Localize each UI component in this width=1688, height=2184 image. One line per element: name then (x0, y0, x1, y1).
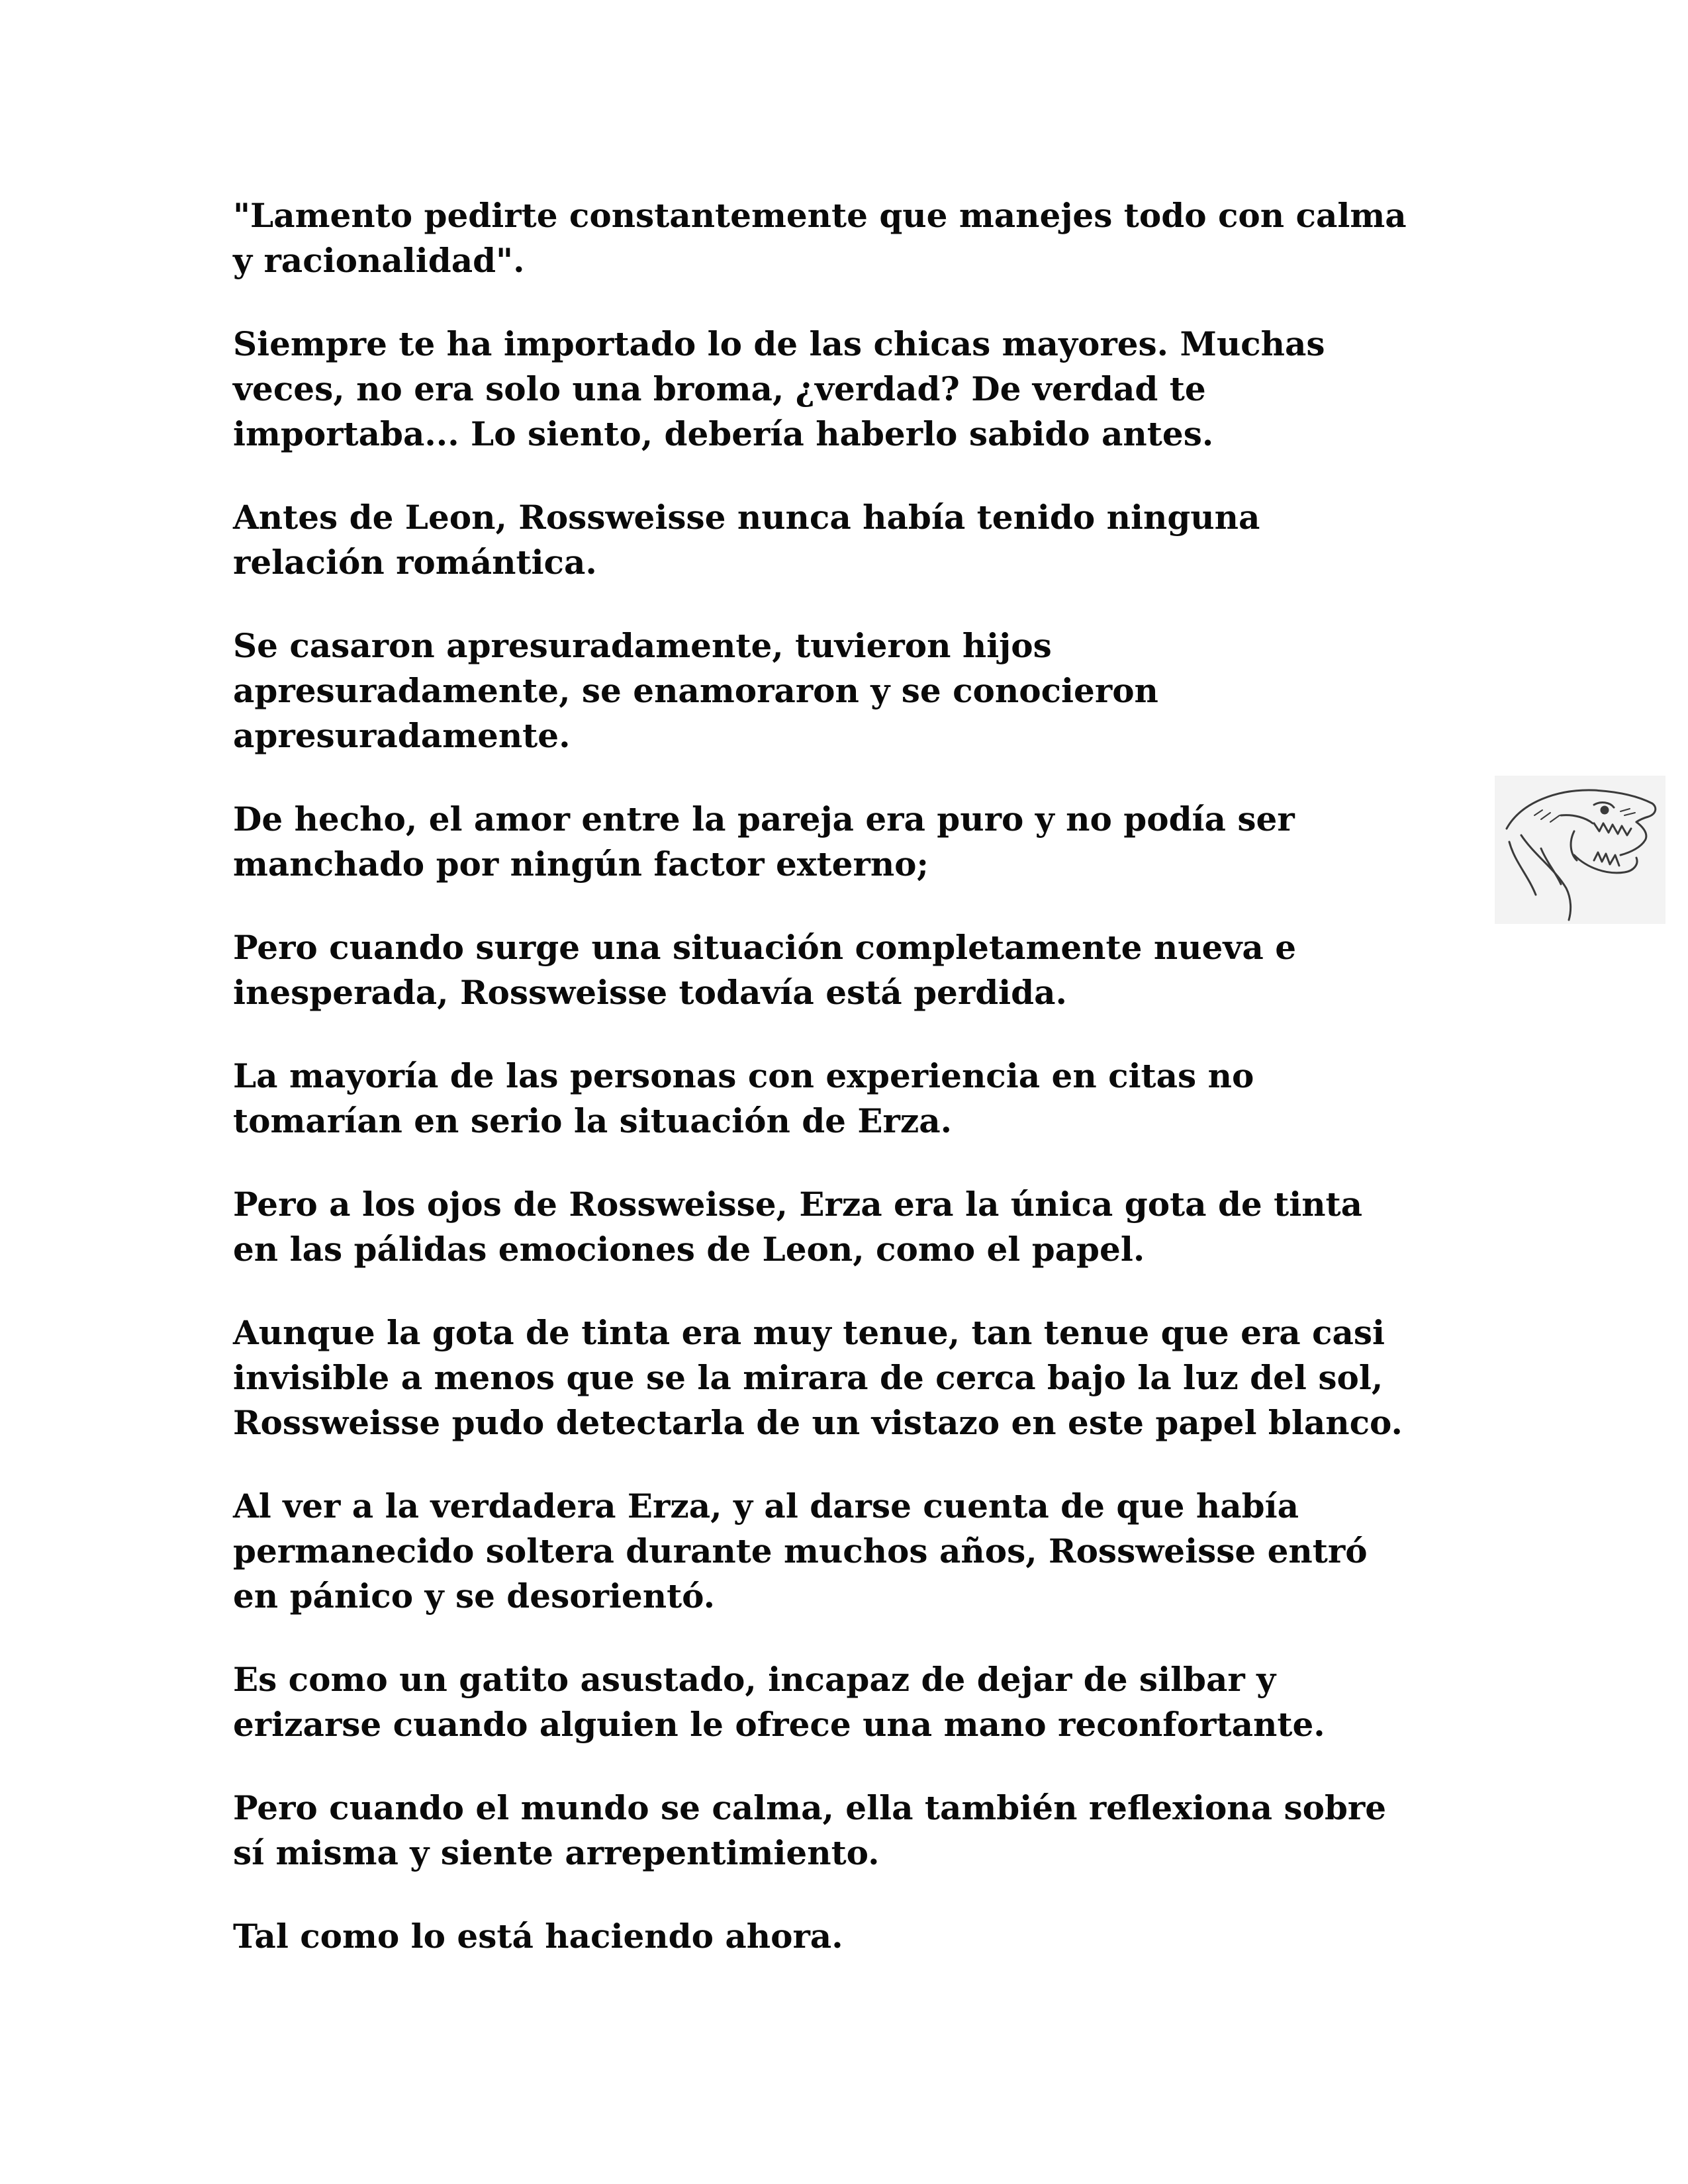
paragraph: Al ver a la verdadera Erza, y al darse cuenta de que había permanecido soltera durante muchos años, Rossweisse entró en pánico y se desorientó. (233, 1486, 1368, 1615)
paragraph: Se casaron apresuradamente, tuvieron hijos apresuradamente, se enamoraron y se conocieron apresuradamente. (233, 626, 1158, 755)
paragraph: Pero cuando surge una situación completamente nueva e inesperada, Rossweisse todavía está perdida. (233, 928, 1297, 1012)
paragraph: "Lamento pedirte constantemente que manejes todo con calma y racionalidad". (233, 196, 1407, 280)
paragraph: Pero a los ojos de Rossweisse, Erza era la única gota de tinta en las pálidas emociones de Leon, como el papel. (233, 1185, 1363, 1269)
paragraph: Antes de Leon, Rossweisse nunca había tenido ninguna relación romántica. (233, 498, 1260, 582)
paragraph: Es como un gatito asustado, incapaz de dejar de silbar y erizarse cuando alguien le ofrece una mano reconfortante. (233, 1660, 1325, 1744)
paragraph: Aunque la gota de tinta era muy tenue, tan tenue que era casi invisible a menos que se la mirara de cerca bajo la luz del sol, Rossweisse pudo detectarla de un vistazo en este papel blanco. (233, 1313, 1403, 1442)
paragraph: Tal como lo está haciendo ahora. (233, 1917, 843, 1956)
paragraph: De hecho, el amor entre la pareja era puro y no podía ser manchado por ningún factor externo; (233, 799, 1295, 884)
body-text (233, 193, 1491, 1997)
paragraph: Pero cuando el mundo se calma, ella también reflexiona sobre sí misma y siente arrepentimiento. (233, 1788, 1387, 1872)
paragraph: Siempre te ha importado lo de las chicas mayores. Muchas veces, no era solo una broma, ¿verdad? De verdad te importaba... Lo siento, debería haberlo sabido antes. (233, 324, 1325, 453)
paragraph: La mayoría de las personas con experiencia en citas no tomarían en serio la situación de Erza. (233, 1056, 1254, 1140)
dinosaur-head-sketch-icon (1495, 776, 1665, 924)
